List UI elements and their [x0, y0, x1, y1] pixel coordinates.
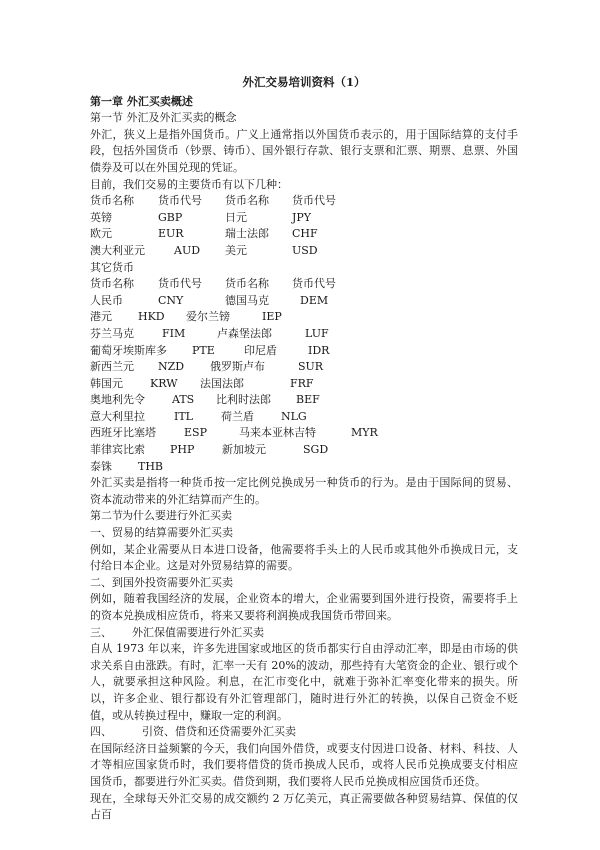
header-cell: 货币代号	[292, 194, 336, 208]
document-title: 外汇交易培训资料（1）	[242, 75, 366, 89]
currency-row	[90, 243, 518, 260]
currency-name: 俄罗斯卢布	[210, 360, 265, 374]
paragraph-trade: 例如，某企业需要从日本进口设备，他需要将手头上的人民币或其他外币换成日元，支付给日本企业。这是对外贸易结算的需要。	[90, 542, 518, 573]
subsection-title: 外汇保值需要进行外汇买卖	[132, 625, 264, 639]
currency-name: 澳大利亚元	[90, 243, 145, 257]
currency-name: 意大利里拉	[90, 409, 145, 423]
currency-code: MYR	[351, 426, 378, 440]
currency-code: NZD	[158, 360, 185, 374]
currency-code: FIM	[162, 326, 186, 340]
subsection-number: 四、	[90, 725, 112, 739]
currency-name: 美元	[225, 243, 247, 257]
currency-code: ATS	[172, 393, 195, 407]
currency-code: IEP	[262, 310, 282, 324]
paragraph-daily-volume: 现在，全球每天外汇交易的成交额约 2 万亿美元，真正需要做各种贸易结算、保值的仅占百	[90, 791, 518, 822]
currency-row	[90, 425, 518, 442]
currency-name: 欧元	[90, 227, 112, 241]
currency-code: THB	[138, 459, 164, 473]
currency-name: 新加坡元	[222, 443, 266, 457]
currency-code: GBP	[158, 210, 183, 224]
currency-code: LUF	[305, 326, 329, 340]
currency-name: 英镑	[90, 210, 112, 224]
currency-name: 比利时法郎	[216, 393, 271, 407]
header-cell: 货币名称	[90, 277, 134, 291]
section-number: 第二节	[90, 509, 123, 523]
currency-code: JPY	[292, 210, 312, 224]
paragraph-forex-trading-definition: 外汇买卖是指将一种货币按一定比例兑换成另一种货币的行为。是由于国际间的贸易、资本流动带来的外汇结算而产生的。	[90, 476, 518, 506]
other-currencies-label: 其它货币	[90, 260, 134, 274]
currency-name: 马来本亚林吉特	[239, 426, 316, 440]
subsection-heading-hedging	[90, 625, 518, 642]
header-cell: 货币代号	[158, 194, 202, 208]
currency-row	[90, 226, 518, 243]
currency-code: PHP	[170, 443, 195, 457]
paragraph-hedging: 自从 1973 年以来，许多先进国家或地区的货币都实行自由浮动汇率，即是由市场的供求关系自由涨跌。有时，汇率一天有 20%的波动，那些持有大笔资金的企业、银行或个人，就要承担这种风险。利息，在汇市变化中，就难于弥补汇率变化带来的损失。所以，许多企业、银行都设有外汇管理部门，随时进行外汇的转换，以保自己资金不贬值，或从转换过程中，赚取一定的利润。	[90, 642, 518, 722]
currency-name: 泰铢	[90, 459, 112, 473]
header-cell: 货币名称	[90, 194, 134, 208]
currency-code: HKD	[138, 310, 165, 324]
currency-name: 德国马克	[225, 293, 269, 307]
currency-code: PTE	[192, 343, 215, 357]
currency-row	[90, 376, 518, 393]
currency-code: FRF	[290, 376, 314, 390]
currency-name: 法国法郎	[200, 376, 244, 390]
currency-code: AUD	[174, 243, 201, 257]
currency-code: CHF	[292, 227, 318, 241]
currency-code: CNY	[158, 293, 184, 307]
currency-name: 印尼盾	[244, 343, 277, 357]
paragraph-definition: 外汇，狭义上是指外国货币。广义上通常指以外国货币表示的，用于国际结算的支付手段，包括外国货币（钞票、铸币）、国外银行存款、银行支票和汇票、期票、息票、外国债券及可以在外国兑现的凭证。	[90, 127, 518, 174]
currency-name: 芬兰马克	[90, 326, 134, 340]
currency-code: BEF	[296, 393, 320, 407]
header-cell: 货币名称	[225, 277, 269, 291]
currency-code: USD	[292, 243, 318, 257]
currency-name: 新西兰元	[90, 360, 134, 374]
currency-name: 港元	[90, 310, 112, 324]
currency-name: 人民币	[90, 293, 123, 307]
currency-table-header	[90, 276, 518, 293]
currency-code: EUR	[158, 227, 184, 241]
chapter-heading: 第一章 外汇买卖概述	[90, 94, 193, 108]
currency-code: SUR	[298, 360, 324, 374]
currency-row	[90, 326, 518, 343]
currency-name: 葡萄牙埃斯库多	[90, 343, 167, 357]
currency-code: ESP	[184, 426, 207, 440]
currency-row	[90, 359, 518, 376]
currency-row	[90, 210, 518, 227]
currency-name: 西班牙比塞塔	[90, 426, 156, 440]
subsection-heading-trade: 一、贸易的结算需要外汇买卖	[90, 526, 233, 540]
currency-name: 日元	[225, 210, 247, 224]
currency-name: 爱尔兰镑	[186, 310, 230, 324]
header-cell: 货币名称	[225, 194, 269, 208]
currency-row	[90, 392, 518, 409]
document-page	[90, 74, 518, 824]
paragraph-borrowing: 在国际经济日益频繁的今天，我们向国外借贷，或要支付因进口设备、材料、科技、人才等相应国家货币时，我们要将借贷的货币换成人民币，或将人民币兑换成要支付相应国货币，都要进行外汇买卖。借贷到期，我们要将人民币兑换成相应国货币还贷。	[90, 741, 518, 788]
paragraph-investment: 例如，随着我国经济的发展，企业资本的增大，企业需要到国外进行投资，需要将手上的资本兑换成相应货币，将来又要将利润换成我国货币带回来。	[90, 592, 518, 622]
currency-row	[90, 343, 518, 360]
currency-row	[90, 459, 518, 476]
currency-row	[90, 309, 518, 326]
currency-name: 韩国元	[90, 376, 123, 390]
currency-code: KRW	[150, 376, 178, 390]
currency-name: 卢森堡法郎	[217, 326, 272, 340]
currency-row	[90, 409, 518, 426]
section-1-heading: 第一节 外汇及外汇买卖的概念	[90, 111, 237, 125]
subsection-title: 引资、借贷和还贷需要外汇买卖	[142, 725, 296, 739]
header-cell: 货币代号	[292, 277, 336, 291]
currency-code: IDR	[308, 343, 330, 357]
currency-code: NLG	[281, 409, 307, 423]
section-title: 为什么要进行外汇买卖	[122, 509, 232, 523]
subsection-heading-investment: 二、到国外投资需要外汇买卖	[90, 575, 233, 589]
currency-name: 奥地利先令	[90, 393, 145, 407]
currency-name: 瑞士法郎	[225, 227, 269, 241]
currency-name: 荷兰盾	[221, 409, 254, 423]
currency-code: DEM	[300, 293, 329, 307]
section-2-heading	[90, 508, 518, 525]
currency-row	[90, 442, 518, 459]
subsection-number: 三、	[90, 625, 112, 639]
currency-name: 菲律宾比索	[90, 443, 145, 457]
paragraph-main-currencies-intro: 目前，我们交易的主要货币有以下几种：	[90, 177, 288, 191]
currency-code: ITL	[174, 409, 193, 423]
header-cell: 货币代号	[158, 277, 202, 291]
subsection-heading-borrowing	[90, 724, 518, 741]
currency-table-header	[90, 193, 518, 210]
currency-code: SGD	[303, 443, 329, 457]
currency-row	[90, 293, 518, 310]
